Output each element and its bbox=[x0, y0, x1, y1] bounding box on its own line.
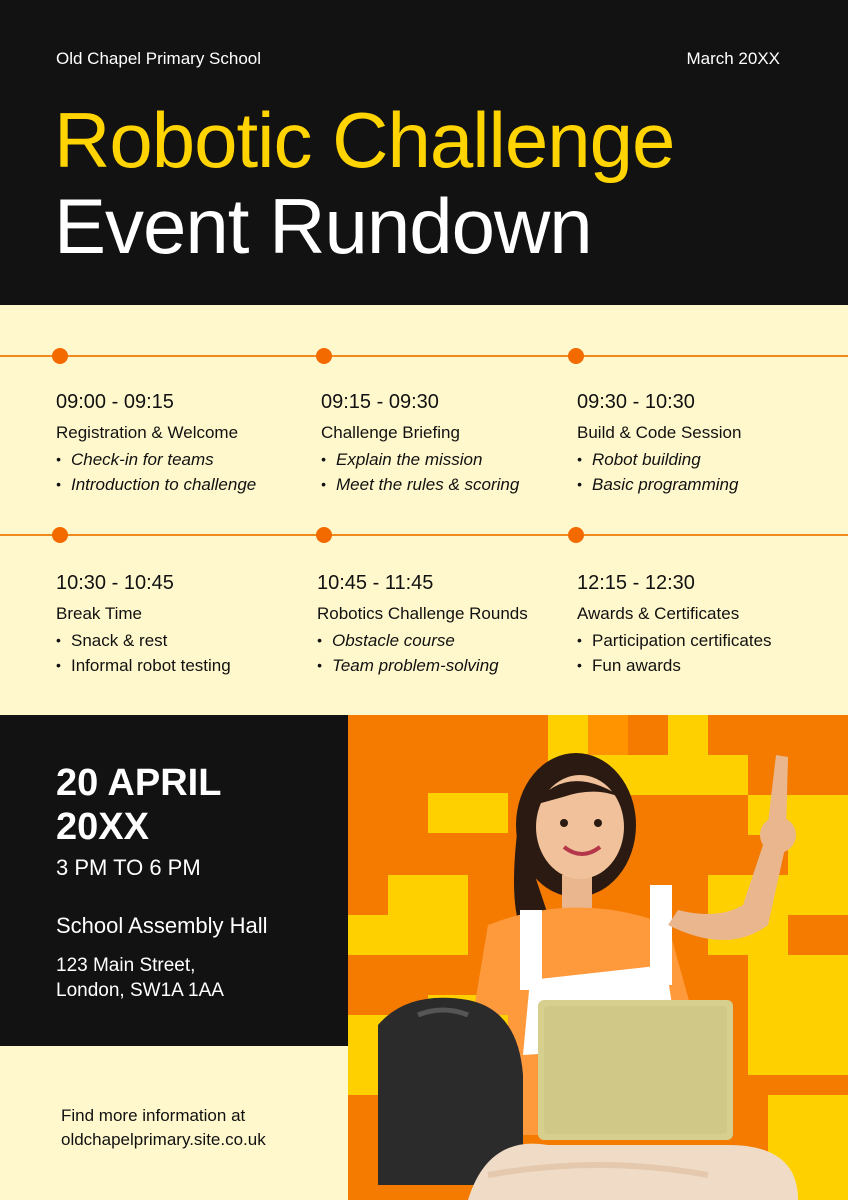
slot-name: Challenge Briefing bbox=[321, 423, 460, 442]
slot-name: Awards & Certificates bbox=[577, 604, 740, 623]
event-date-year: 20XX bbox=[56, 806, 149, 848]
slot-time: 09:30 - 10:30 bbox=[577, 391, 695, 413]
event-time: 3 PM TO 6 PM bbox=[56, 855, 201, 880]
title-line-1: Robotic Challenge bbox=[54, 96, 675, 184]
info-text bbox=[61, 1104, 266, 1152]
timeline-dot bbox=[52, 527, 68, 543]
header bbox=[0, 0, 848, 305]
slot-time: 10:45 - 11:45 bbox=[317, 572, 434, 594]
event-date bbox=[56, 761, 221, 849]
timeline-dot bbox=[52, 348, 68, 364]
slot-time: 12:15 - 12:30 bbox=[577, 572, 695, 594]
header-date: March 20XX bbox=[686, 49, 780, 68]
schedule-slot bbox=[577, 571, 772, 678]
slot-name: Build & Code Session bbox=[577, 423, 742, 442]
info-line-1: Find more information at bbox=[61, 1106, 246, 1125]
event-details bbox=[0, 715, 348, 1046]
slot-item: • Robot building bbox=[577, 447, 741, 472]
slot-item: • Informal robot testing bbox=[56, 653, 231, 678]
slot-item: • Participation certificates bbox=[577, 628, 772, 653]
timeline-dot bbox=[568, 348, 584, 364]
slot-name: Break Time bbox=[56, 604, 142, 623]
slot-name: Registration & Welcome bbox=[56, 423, 239, 442]
timeline-dot bbox=[316, 527, 332, 543]
timeline-dot bbox=[568, 527, 584, 543]
address-line-2: London, SW1A 1AA bbox=[56, 980, 224, 1001]
school-name: Old Chapel Primary School bbox=[56, 49, 262, 68]
schedule-timeline bbox=[0, 305, 848, 715]
student-figure-icon bbox=[348, 715, 848, 1200]
slot-time: 09:00 - 09:15 bbox=[56, 391, 174, 413]
event-address bbox=[56, 953, 224, 1003]
student-photo bbox=[348, 715, 848, 1200]
slot-item: • Obstacle course bbox=[317, 628, 528, 653]
event-date-day: 20 APRIL bbox=[56, 762, 222, 804]
event-venue: School Assembly Hall bbox=[56, 913, 268, 938]
slot-name: Robotics Challenge Rounds bbox=[317, 604, 528, 623]
slot-item: • Snack & rest bbox=[56, 628, 231, 653]
slot-item: • Basic programming bbox=[577, 472, 741, 497]
timeline-line-1 bbox=[0, 355, 848, 357]
slot-item: • Check-in for teams bbox=[56, 447, 256, 472]
schedule-slot bbox=[577, 390, 741, 497]
schedule-slot bbox=[56, 571, 231, 678]
slot-time: 09:15 - 09:30 bbox=[321, 391, 439, 413]
slot-item: • Meet the rules & scoring bbox=[321, 472, 519, 497]
slot-time: 10:30 - 10:45 bbox=[56, 572, 174, 594]
info-section bbox=[0, 1046, 348, 1200]
title-line-2: Event Rundown bbox=[54, 182, 592, 270]
slot-item: • Fun awards bbox=[577, 653, 772, 678]
timeline-line-2 bbox=[0, 534, 848, 536]
timeline-dot bbox=[316, 348, 332, 364]
slot-item: • Team problem-solving bbox=[317, 653, 528, 678]
schedule-slot bbox=[56, 390, 256, 497]
schedule-slot bbox=[317, 571, 528, 678]
address-line-1: 123 Main Street, bbox=[56, 955, 196, 976]
slot-item: • Explain the mission bbox=[321, 447, 519, 472]
schedule-slot bbox=[321, 390, 519, 497]
info-website: oldchapelprimary.site.co.uk bbox=[61, 1130, 266, 1149]
slot-item: • Introduction to challenge bbox=[56, 472, 256, 497]
